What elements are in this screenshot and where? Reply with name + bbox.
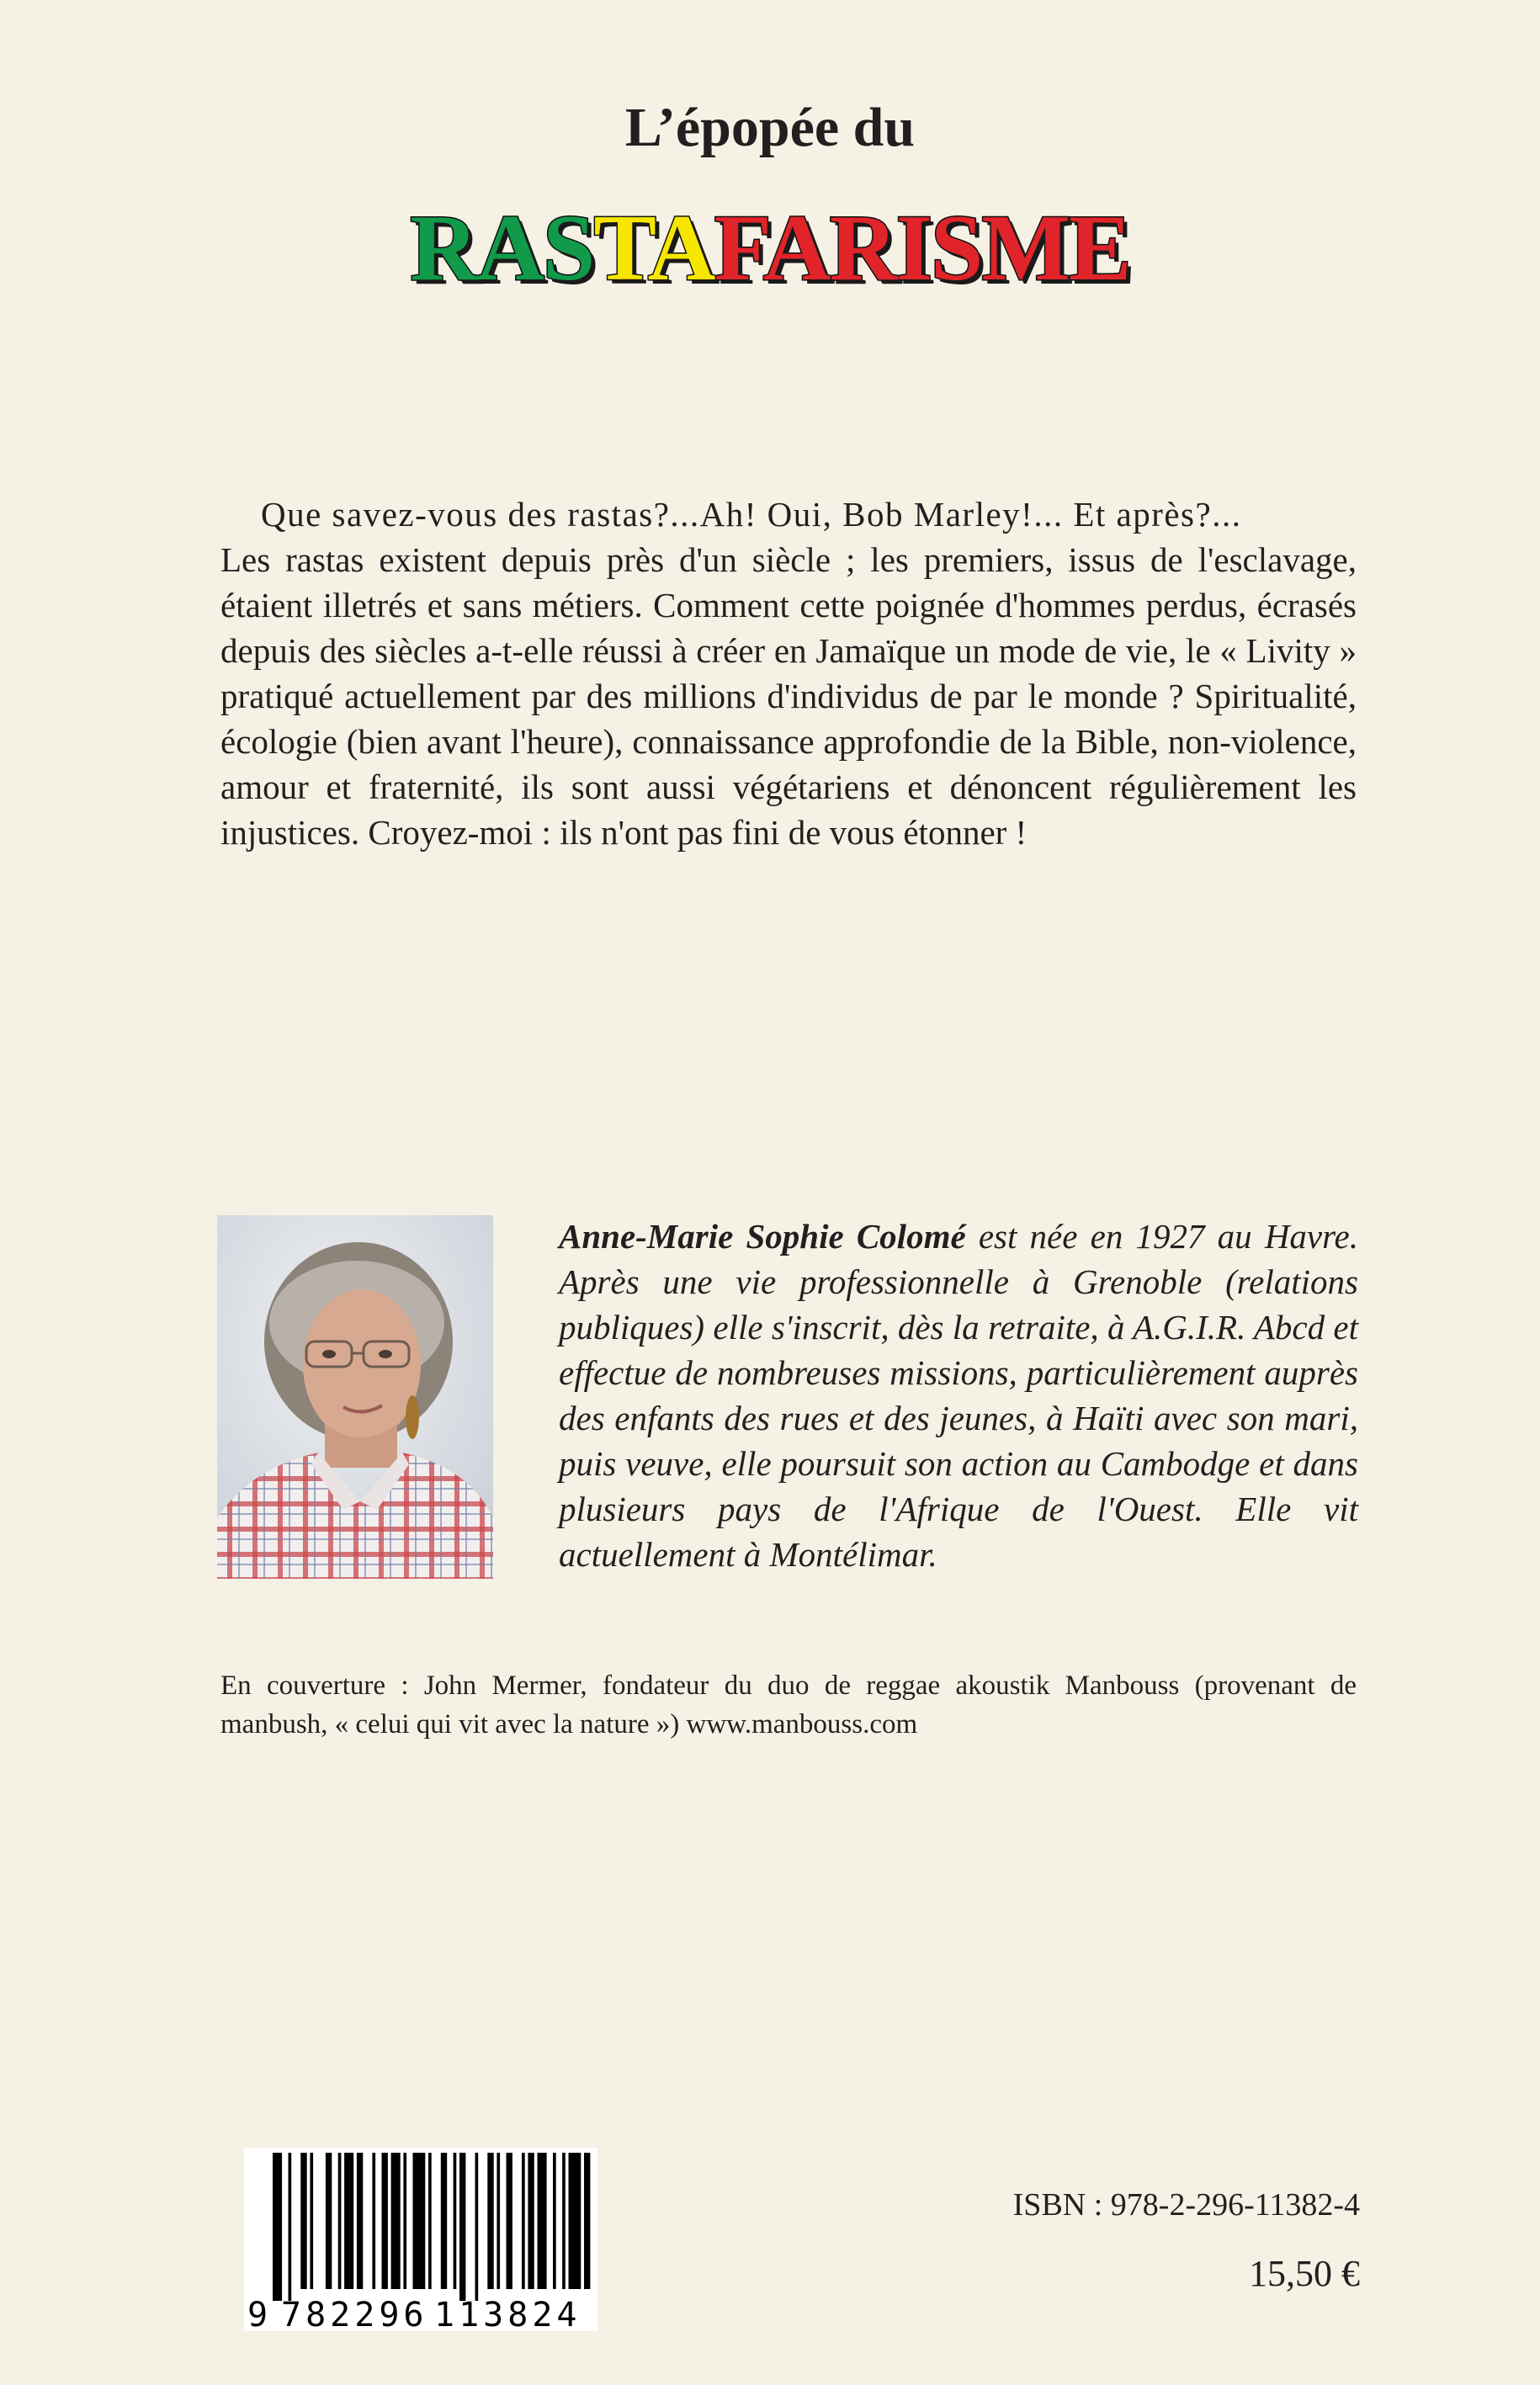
barcode-bar <box>391 2153 401 2289</box>
title-part-ta: TA <box>593 196 714 300</box>
barcode-bar <box>454 2153 457 2289</box>
barcode-bar <box>300 2153 306 2289</box>
barcode-bar <box>428 2153 432 2289</box>
barcode-bar <box>487 2153 493 2289</box>
barcode-bar <box>538 2153 547 2289</box>
barcode-bar <box>357 2153 363 2289</box>
book-title <box>0 194 1540 303</box>
author-bio <box>559 1214 1358 1577</box>
barcode-digit-lead: 9 <box>247 2296 268 2331</box>
barcode <box>244 2148 597 2331</box>
barcode-bar <box>528 2153 534 2289</box>
author-photo <box>217 1215 493 1579</box>
barcode-bar <box>310 2153 313 2289</box>
title-part-ras: RAS <box>410 196 594 300</box>
barcode-bar <box>413 2153 426 2289</box>
barcode-bar <box>459 2153 465 2301</box>
barcode-bar <box>441 2153 447 2289</box>
isbn: ISBN : 978-2-296-11382-4 <box>1012 2187 1360 2223</box>
barcode-digits-right: 113824 <box>434 2296 581 2331</box>
barcode-bar <box>372 2153 375 2289</box>
author-name: Anne-Marie Sophie Colomé <box>559 1217 966 1256</box>
blurb-body: Les rastas existent depuis près d'un siècle ; les premiers, issus de l'esclavage, étaient illetrés et sans métiers. Comment cette poignée d'hommes perdus, écrasés depuis des siècles a-t-elle réussi à créer en Jamaïque un mode de vie, le « Livity » pratiqué actuellement par des millions d'individus de par le monde ? Spiritualité, écologie (bien avant l'heure), connaissance approfondie de la Bible, non-violence, amour et fraternité, ils sont aussi végétariens et dénoncent régulièrement les injustices. Croyez-moi : ils n'ont pas fini de vous étonner ! <box>220 540 1357 852</box>
back-cover-blurb <box>220 491 1357 855</box>
barcode-bar <box>326 2153 332 2289</box>
barcode-bar <box>338 2153 342 2289</box>
barcode-digits-left: 782296 <box>281 2296 428 2331</box>
barcode-bar <box>344 2153 353 2289</box>
title-part-fa: FA <box>714 196 830 300</box>
barcode-bar <box>553 2153 556 2289</box>
barcode-bar <box>273 2153 282 2301</box>
cover-credit: En couverture : John Mermer, fondateur du duo de reggae akoustik Manbouss (provenant de manbush, « celui qui vit avec la nature ») www.manbouss.com <box>220 1671 1357 1740</box>
barcode-bar <box>497 2153 500 2289</box>
barcode-bar <box>562 2153 566 2289</box>
price: 15,50 € <box>1249 2253 1360 2294</box>
barcode-bar <box>382 2153 388 2289</box>
pretitle: L’épopée du <box>624 97 916 158</box>
barcode-bar <box>475 2153 479 2301</box>
author-bio-text: est née en 1927 au Havre. Après une vie professionnelle à Grenoble (relations publiques) elle s'inscrit, dès la retraite, à A.G.I.R. Abcd et effectue de nombreuses missions, particulièrement auprès des enfants des rues et des jeunes, à Haïti avec son mari, puis veuve, elle poursuit son action au Cambodge et dans plusieurs pays de l'Afrique de l'Ouest. Elle vit actuellement à Montélimar. <box>559 1217 1359 1574</box>
barcode-bar <box>584 2153 590 2289</box>
barcode-bar <box>569 2153 581 2289</box>
blurb-intro: Que savez-vous des rastas?...Ah! Oui, Bob Marley!... Et après?... <box>261 495 1242 534</box>
title-part-risme: RISME <box>829 196 1130 300</box>
barcode-bar <box>522 2153 525 2289</box>
barcode-bar <box>289 2153 292 2301</box>
barcode-bar <box>507 2153 512 2289</box>
barcode-bar <box>403 2153 406 2289</box>
